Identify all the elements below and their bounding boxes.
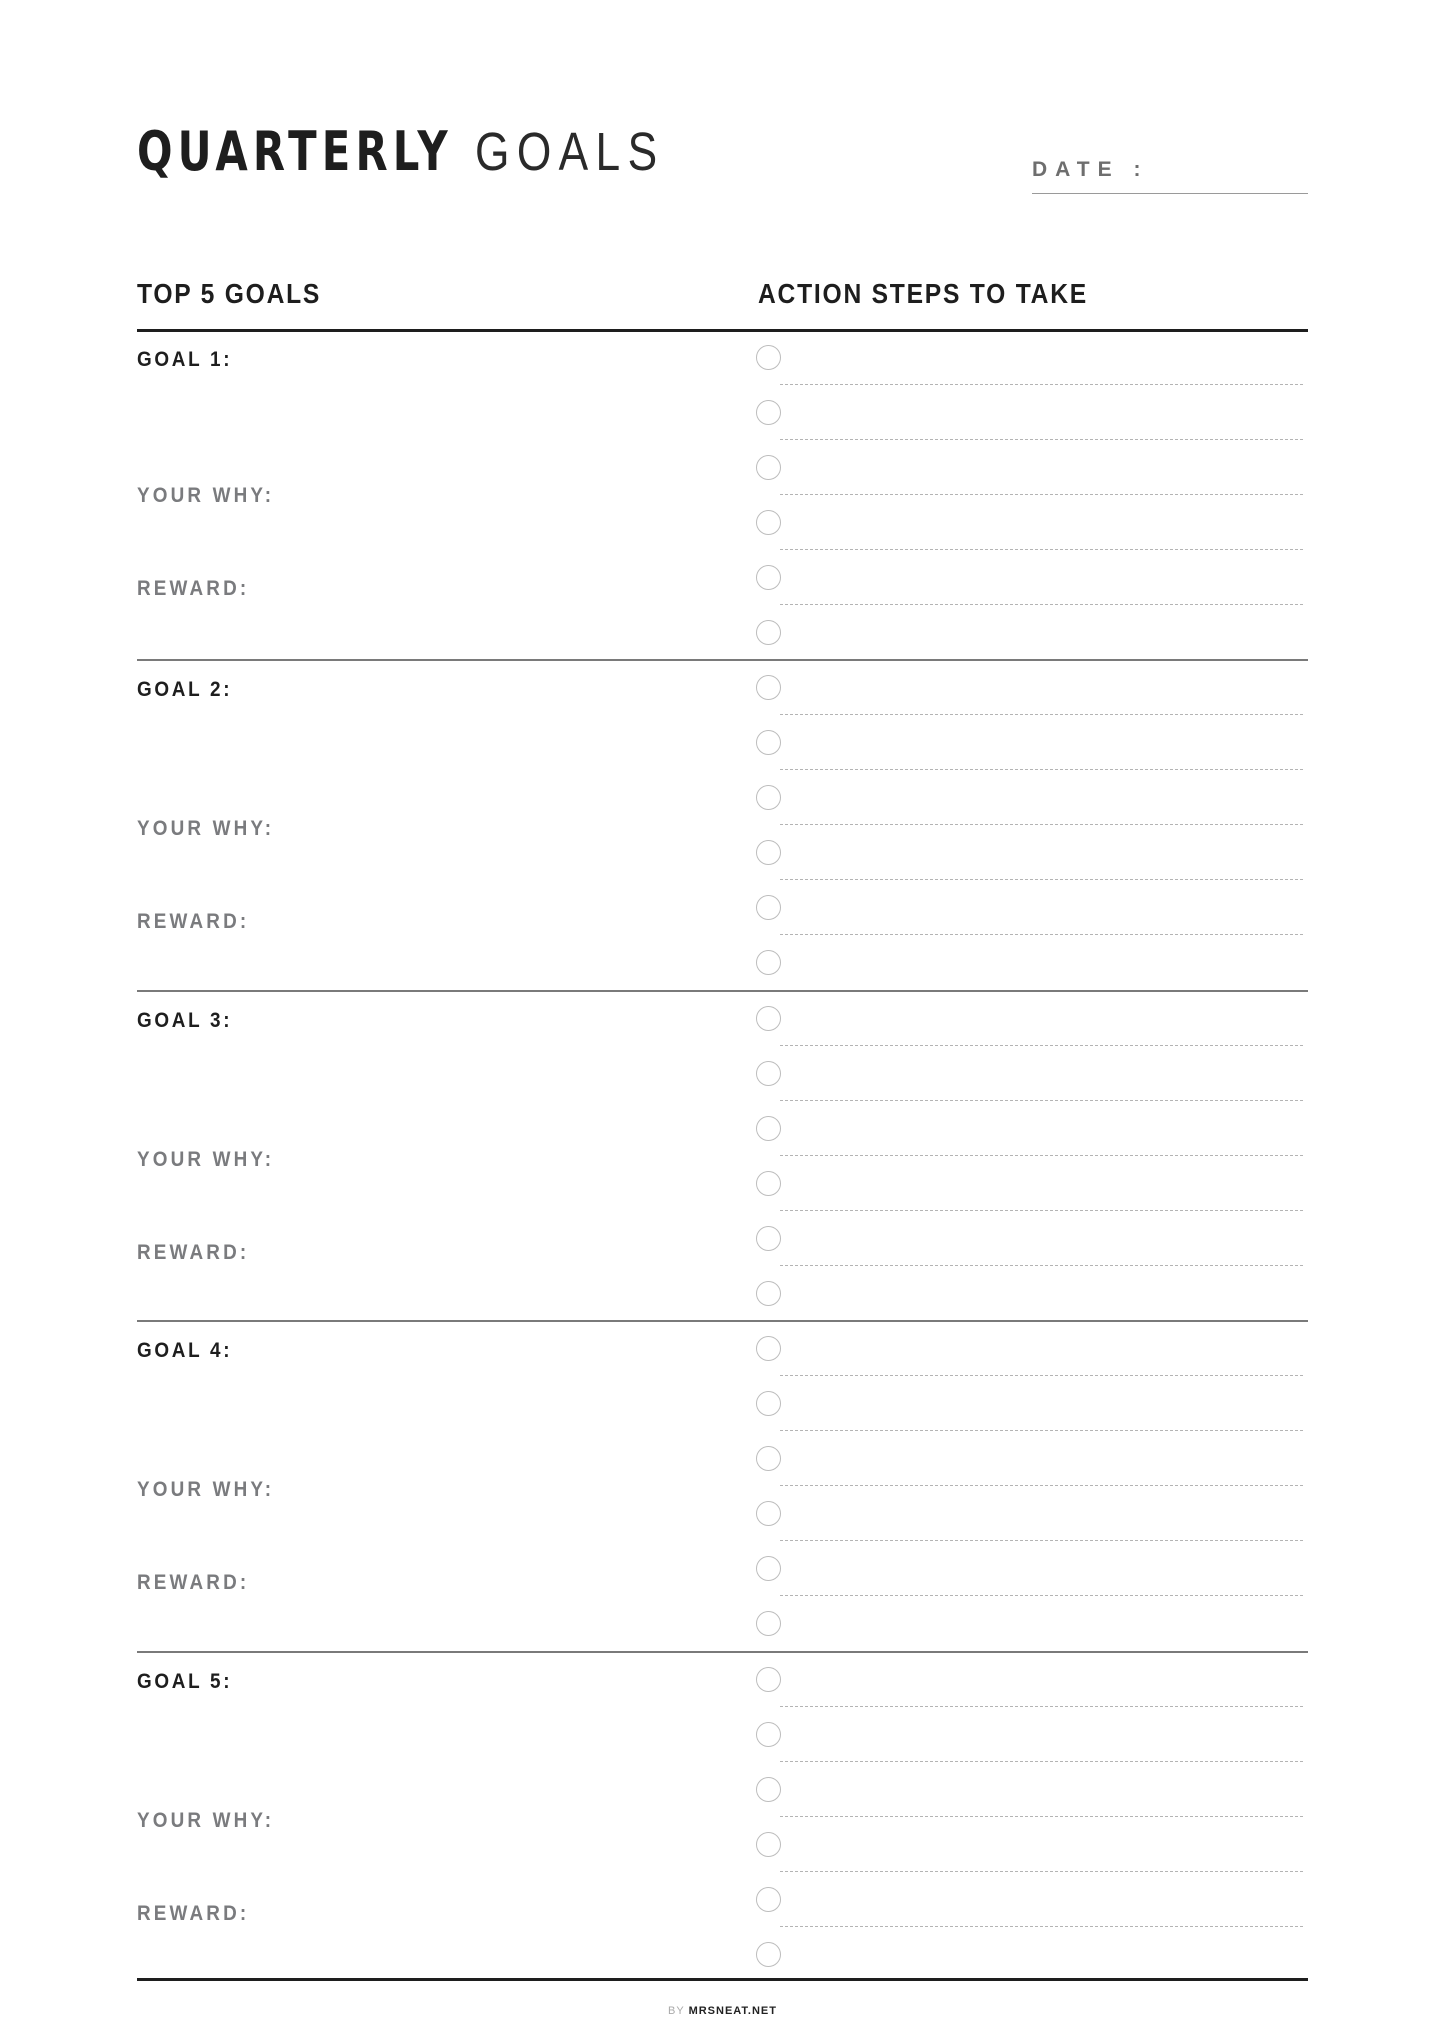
action-step-row[interactable] <box>756 1433 1308 1488</box>
checkbox-circle-icon[interactable] <box>756 1501 781 1526</box>
dashed-writing-line[interactable] <box>780 549 1303 550</box>
action-step-row[interactable] <box>756 827 1308 882</box>
goal-section-3 <box>137 993 1308 1323</box>
footer-by: BY <box>668 2005 685 2017</box>
dashed-writing-line[interactable] <box>780 1210 1303 1211</box>
action-step-row[interactable] <box>756 332 1308 387</box>
dashed-writing-line[interactable] <box>780 1761 1303 1762</box>
checkbox-circle-icon[interactable] <box>756 400 781 425</box>
checkbox-circle-icon[interactable] <box>756 1336 781 1361</box>
checkbox-circle-icon[interactable] <box>756 950 781 975</box>
action-step-row[interactable] <box>756 1158 1308 1213</box>
action-step-row[interactable] <box>756 1709 1308 1764</box>
page-title <box>137 122 706 182</box>
checkbox-circle-icon[interactable] <box>756 565 781 590</box>
action-step-row[interactable] <box>756 1213 1308 1268</box>
checkbox-circle-icon[interactable] <box>756 1061 781 1086</box>
action-step-row[interactable] <box>756 1764 1308 1819</box>
action-step-row[interactable] <box>756 1378 1308 1433</box>
reward-label: REWARD: <box>137 577 250 600</box>
your-why-label: YOUR WHY: <box>137 1478 275 1501</box>
action-step-row[interactable] <box>756 1323 1308 1378</box>
checkbox-circle-icon[interactable] <box>756 730 781 755</box>
action-step-row[interactable] <box>756 1819 1308 1874</box>
dashed-writing-line[interactable] <box>780 769 1303 770</box>
title-bold: QUARTERLY <box>137 120 453 183</box>
checkbox-circle-icon[interactable] <box>756 1667 781 1692</box>
action-step-row[interactable] <box>756 442 1308 497</box>
checkbox-circle-icon[interactable] <box>756 1832 781 1857</box>
dashed-writing-line[interactable] <box>780 1045 1303 1046</box>
action-steps-list <box>756 1654 1308 1984</box>
checkbox-circle-icon[interactable] <box>756 675 781 700</box>
action-step-row[interactable] <box>756 607 1308 662</box>
action-step-row[interactable] <box>756 1488 1308 1543</box>
goal-label: GOAL 3: <box>137 1009 233 1032</box>
checkbox-circle-icon[interactable] <box>756 455 781 480</box>
dashed-writing-line[interactable] <box>780 1485 1303 1486</box>
checkbox-circle-icon[interactable] <box>756 1887 781 1912</box>
action-step-row[interactable] <box>756 1929 1308 1984</box>
action-steps-header: ACTION STEPS TO TAKE <box>758 278 1088 309</box>
action-step-row[interactable] <box>756 497 1308 552</box>
checkbox-circle-icon[interactable] <box>756 1116 781 1141</box>
dashed-writing-line[interactable] <box>780 824 1303 825</box>
dashed-writing-line[interactable] <box>780 494 1303 495</box>
checkbox-circle-icon[interactable] <box>756 1777 781 1802</box>
date-label: DATE : <box>1032 158 1149 181</box>
dashed-writing-line[interactable] <box>780 439 1303 440</box>
checkbox-circle-icon[interactable] <box>756 1006 781 1031</box>
dashed-writing-line[interactable] <box>780 1430 1303 1431</box>
action-step-row[interactable] <box>756 993 1308 1048</box>
goal-label: GOAL 5: <box>137 1670 233 1693</box>
goal-label: GOAL 2: <box>137 678 233 701</box>
action-step-row[interactable] <box>756 1048 1308 1103</box>
action-step-row[interactable] <box>756 387 1308 442</box>
reward-label: REWARD: <box>137 1902 250 1925</box>
goal-section-4 <box>137 1323 1308 1653</box>
dashed-writing-line[interactable] <box>780 1540 1303 1541</box>
action-step-row[interactable] <box>756 1103 1308 1158</box>
action-step-row[interactable] <box>756 1268 1308 1323</box>
checkbox-circle-icon[interactable] <box>756 1171 781 1196</box>
goal-section-2 <box>137 662 1308 992</box>
checkbox-circle-icon[interactable] <box>756 345 781 370</box>
reward-label: REWARD: <box>137 1571 250 1594</box>
dashed-writing-line[interactable] <box>780 1100 1303 1101</box>
action-step-row[interactable] <box>756 1598 1308 1653</box>
top-goals-header: TOP 5 GOALS <box>137 278 322 309</box>
dashed-writing-line[interactable] <box>780 1706 1303 1707</box>
your-why-label: YOUR WHY: <box>137 1148 275 1171</box>
dashed-writing-line[interactable] <box>780 1265 1303 1266</box>
checkbox-circle-icon[interactable] <box>756 840 781 865</box>
checkbox-circle-icon[interactable] <box>756 1556 781 1581</box>
action-step-row[interactable] <box>756 1543 1308 1598</box>
checkbox-circle-icon[interactable] <box>756 1722 781 1747</box>
checkbox-circle-icon[interactable] <box>756 1942 781 1967</box>
action-steps-list <box>756 993 1308 1323</box>
action-steps-list <box>756 1323 1308 1653</box>
action-step-row[interactable] <box>756 1874 1308 1929</box>
action-step-row[interactable] <box>756 662 1308 717</box>
goal-separator <box>137 1651 1308 1653</box>
goal-separator <box>137 1320 1308 1322</box>
dashed-writing-line[interactable] <box>780 1375 1303 1376</box>
action-step-row[interactable] <box>756 937 1308 992</box>
action-step-row[interactable] <box>756 552 1308 607</box>
action-step-row[interactable] <box>756 1654 1308 1709</box>
checkbox-circle-icon[interactable] <box>756 1281 781 1306</box>
date-field[interactable] <box>1032 158 1308 194</box>
dashed-writing-line[interactable] <box>780 879 1303 880</box>
checkbox-circle-icon[interactable] <box>756 1226 781 1251</box>
dashed-writing-line[interactable] <box>780 934 1303 935</box>
your-why-label: YOUR WHY: <box>137 817 275 840</box>
reward-label: REWARD: <box>137 1241 250 1264</box>
goal-label: GOAL 1: <box>137 348 233 371</box>
checkbox-circle-icon[interactable] <box>756 1391 781 1416</box>
goal-section-1 <box>137 332 1308 662</box>
checkbox-circle-icon[interactable] <box>756 1611 781 1636</box>
footer <box>0 2005 1445 2017</box>
checkbox-circle-icon[interactable] <box>756 895 781 920</box>
checkbox-circle-icon[interactable] <box>756 1446 781 1471</box>
footer-site: MRSNEAT.NET <box>688 2005 777 2017</box>
checkbox-circle-icon[interactable] <box>756 785 781 810</box>
goal-section-5 <box>137 1654 1308 1984</box>
dashed-writing-line[interactable] <box>780 714 1303 715</box>
dashed-writing-line[interactable] <box>780 1926 1303 1927</box>
dashed-writing-line[interactable] <box>780 1595 1303 1596</box>
dashed-writing-line[interactable] <box>780 604 1303 605</box>
checkbox-circle-icon[interactable] <box>756 510 781 535</box>
checkbox-circle-icon[interactable] <box>756 620 781 645</box>
action-steps-list <box>756 332 1308 662</box>
reward-label: REWARD: <box>137 910 250 933</box>
your-why-label: YOUR WHY: <box>137 1809 275 1832</box>
action-step-row[interactable] <box>756 717 1308 772</box>
dashed-writing-line[interactable] <box>780 384 1303 385</box>
action-step-row[interactable] <box>756 882 1308 937</box>
goal-label: GOAL 4: <box>137 1339 233 1362</box>
bottom-rule <box>137 1978 1308 1981</box>
your-why-label: YOUR WHY: <box>137 484 275 507</box>
dashed-writing-line[interactable] <box>780 1816 1303 1817</box>
dashed-writing-line[interactable] <box>780 1871 1303 1872</box>
goal-separator <box>137 990 1308 992</box>
action-step-row[interactable] <box>756 772 1308 827</box>
title-light: GOALS <box>475 122 665 182</box>
goal-separator <box>137 659 1308 661</box>
dashed-writing-line[interactable] <box>780 1155 1303 1156</box>
action-steps-list <box>756 662 1308 992</box>
